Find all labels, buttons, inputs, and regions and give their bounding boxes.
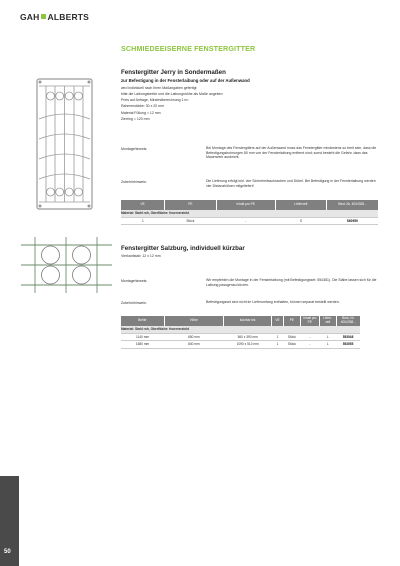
table-cell: S	[275, 217, 326, 225]
table-cell: 1090 x 510 mm	[224, 341, 272, 349]
table-cell: 1680 mm	[121, 341, 164, 349]
table-row	[121, 217, 378, 225]
table-header: Liefer-zeit	[319, 316, 336, 326]
product1-subtitle: zur Befestigung in der Fensterlaibung oder auf der Außenwand	[121, 78, 250, 83]
table-cell: 1	[272, 341, 284, 349]
page-number: 50	[4, 549, 11, 555]
logo-left: GAH	[20, 12, 40, 22]
table-cell: Stück	[284, 341, 301, 349]
feature-line: Material Füllung = 12 mm	[121, 110, 161, 115]
table-cell: Stück	[165, 217, 216, 225]
logo-right: ALBERTS	[47, 12, 90, 22]
feature-line: wird individuell nach Ihren Maßangaben gefertigt	[121, 85, 197, 90]
product2-title: Fenstergitter Salzburg, individuell kürzbar	[121, 245, 245, 252]
table-header: Lieferzeit	[275, 200, 326, 210]
table-header: VE	[121, 200, 165, 210]
product2-accessory-label: Zubehörhinweis:	[121, 301, 147, 305]
product1-accessory-label: Zubehörhinweis:	[121, 180, 147, 184]
product1-mounting-text: Bei Montage des Fenstergitters auf der Außenwand muss das Fenstergitter mindestens so breit sein, dass die Befestigungsbohrungen 80 mm von der Fensterlaibung entfernt sind; sonst besteht die Gefahr, dass das Mauerwerk ausbricht.	[206, 146, 377, 160]
product1-feature-list	[121, 85, 223, 123]
table-cell: -	[300, 341, 319, 349]
table-header: Inhalt pro PE	[216, 200, 275, 210]
table-cell: L	[319, 333, 336, 341]
product2-subtitle: Vierkantstab: 12 x 12 mm	[121, 254, 161, 258]
logo-dot-icon	[41, 14, 46, 19]
product-image-jerry	[17, 64, 112, 224]
table-header: kürzbar bis	[224, 316, 272, 326]
table-cell: 553548	[336, 333, 360, 341]
product1-mounting-label: Montagehinweis:	[121, 147, 148, 151]
table-cell: 560 x 390 mm	[224, 333, 272, 341]
product2-accessory-text: Befestigungsset sind nicht im Lieferumfang enthalten, können separat bestellt werden.	[206, 300, 340, 304]
feature-line: Preis auf Anfrage, Mindestberechnung 1 m²	[121, 98, 189, 103]
table-cell: -	[216, 217, 275, 225]
table-header: PE	[165, 200, 216, 210]
table-cell: 553555	[336, 341, 360, 349]
feature-line: Zierring = 120 mm	[121, 116, 150, 121]
table-header: Breite	[121, 316, 164, 326]
table-header: Best.-Nr. 4004338...	[327, 200, 378, 210]
material-row: Material: Stahl roh, Oberfläche: feuerverzinkt	[121, 210, 378, 217]
table-header: VE	[272, 316, 284, 326]
product1-accessory-text: Die Lieferung erfolgt inkl. vier Sicherheitsschrauben und Dübel. Bei Befestigung in der Fensterlaibung werden vier Distanzhülsen mitgeliefert!	[206, 179, 376, 188]
product-image-salzburg	[19, 235, 114, 295]
table-cell: 1	[272, 333, 284, 341]
material-row: Material: Stahl roh, Oberfläche: feuerverzinkt	[121, 326, 360, 333]
product2-mounting-label: Montagehinweis:	[121, 279, 148, 283]
table-row	[121, 333, 360, 341]
table-row	[121, 341, 360, 349]
table-cell: -	[300, 333, 319, 341]
table-cell: Stück	[284, 333, 301, 341]
table-header: PE	[284, 316, 301, 326]
table-header: Best.-Nr. 4004338...	[336, 316, 360, 326]
product2-spec-table	[121, 316, 360, 349]
table-cell: 840 mm	[164, 341, 224, 349]
table-cell: S60959	[327, 217, 378, 225]
table-cell: 650 mm	[164, 333, 224, 341]
table-header: Höhe	[164, 316, 224, 326]
table-cell: L	[319, 341, 336, 349]
product1-title: Fenstergitter Jerry in Sondermaßen	[121, 69, 226, 76]
product1-spec-table	[121, 200, 378, 225]
section-title: SCHMIEDEEISERNE FENSTERGITTER	[121, 44, 256, 53]
table-cell: 1	[121, 217, 165, 225]
table-cell: 1140 mm	[121, 333, 164, 341]
table-header: Inhalt pro PE	[300, 316, 319, 326]
brand-logo	[20, 12, 89, 22]
feature-line: bitte die Laibungsbreite und die Laibungshöhe als Maße angeben	[121, 91, 223, 96]
product2-mounting-text: Wir empfehlen die Montage in der Fensterlaibung (mit Befestigungsset: 554381). Die Stäbe lassen sich für die Laibung passgenau kürzen.	[206, 278, 377, 287]
feature-line: Rahmenstärke: 30 x 20 mm	[121, 104, 164, 109]
